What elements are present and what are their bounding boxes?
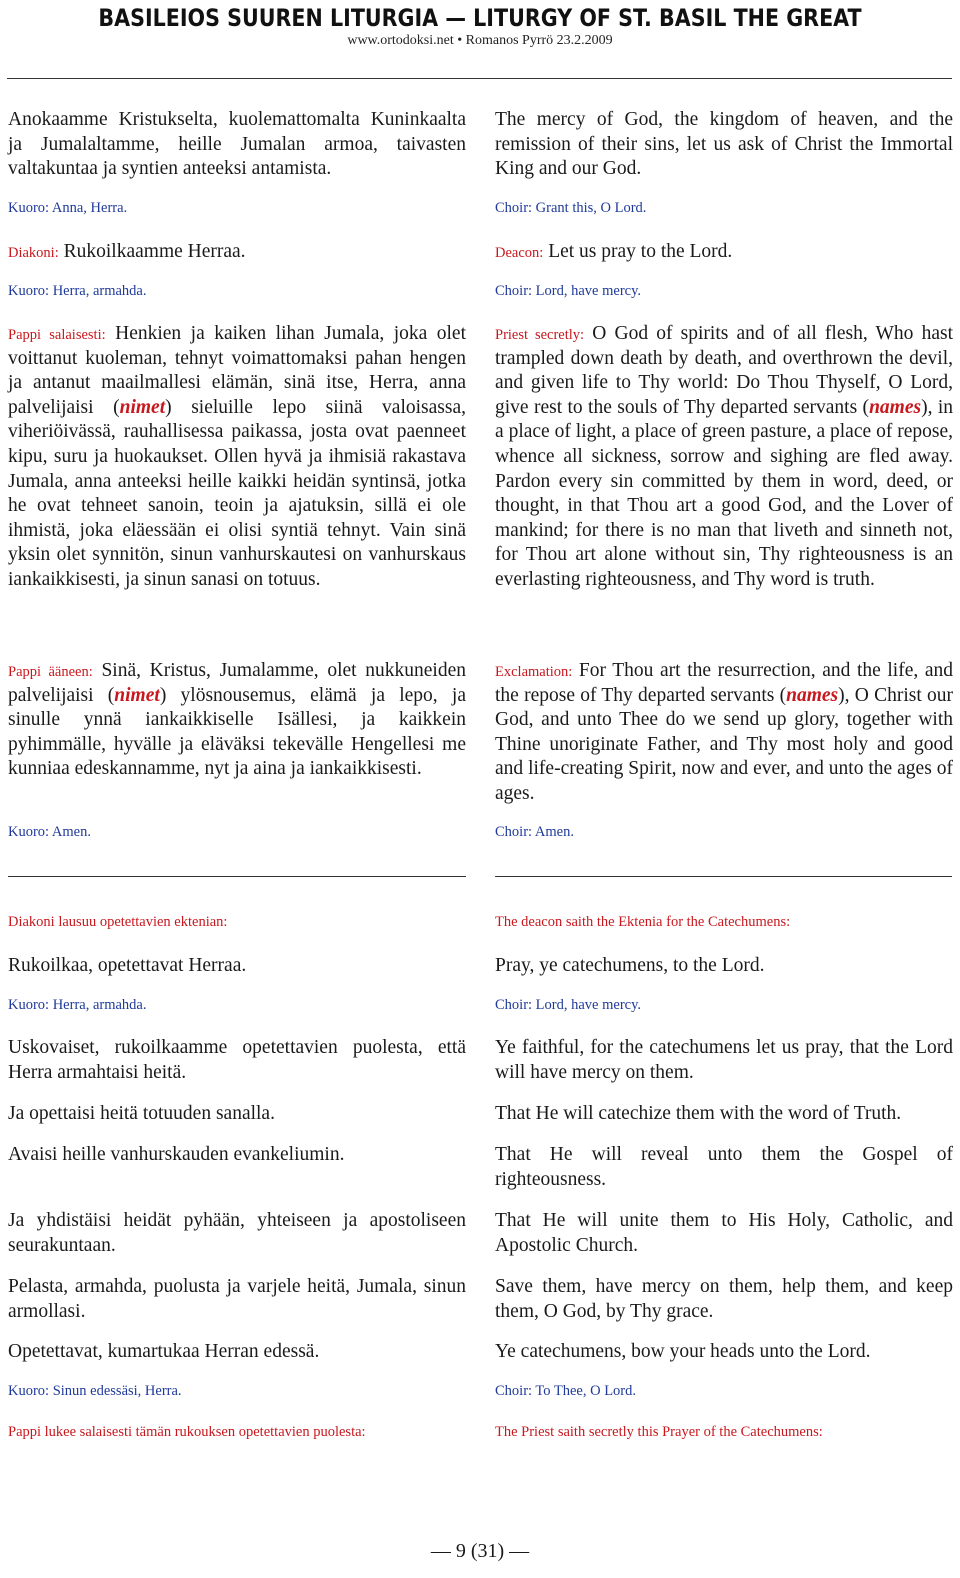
english-petition: Ye faithful, for the catechumens let us pray, that the Lord will have mercy on them.	[495, 1037, 953, 1083]
english-litany-text: The mercy of God, the kingdom of heaven, and the remission of their sins, let us ask of Christ the Immortal King and our God.	[495, 109, 953, 180]
finnish-priest-prayer	[8, 322, 466, 593]
english-petition: Save them, have mercy on them, help them, and keep them, O God, by Thy grace.	[495, 1276, 953, 1322]
deacon-text: Let us pray to the Lord.	[548, 241, 733, 262]
finnish-exclamation	[8, 659, 466, 782]
english-rubric: The deacon saith the Ektenia for the Catechumens:	[495, 914, 791, 930]
finnish-petition: Uskovaiset, rukoilkaamme opetettavien puolesta, että Herra armahtaisi heitä.	[8, 1037, 466, 1083]
finnish-petition: Opetettavat, kumartukaa Herran edessä.	[8, 1341, 320, 1362]
english-petition: Ye catechumens, bow your heads unto the Lord.	[495, 1341, 871, 1362]
finnish-rubric: Pappi lukee salaisesti tämän rukouksen opetettavien puolesta:	[8, 1424, 366, 1440]
exclamation-text: For Thou art the resurrection, and the life, and the repose of Thy departed servants (	[495, 660, 954, 706]
finnish-choir-response: Kuoro: Sinun edessäsi, Herra.	[8, 1383, 182, 1399]
finnish-petition: Avaisi heille vanhurskauden evankeliumin.	[8, 1144, 345, 1165]
finnish-petition: Pelasta, armahda, puolusta ja varjele heitä, Jumala, sinun armollasi.	[8, 1276, 466, 1322]
exclamation-text: ) ylösnousemus, elämä ja lepo, ja sinulle ynnä iankaikkiselle Isällesi, ja kaikkein pyhimmälle, hyvälle ja eläväksi tekevälle Hengellesi me kunniaa edeskannamme, nyt ja aina ja iankaikkisesti.	[8, 684, 466, 780]
prayer-text: O God of spirits and of all flesh, Who hast trampled down death by death, and overthrown the devil, and given life to Thy world: Do Thou Thyself, O Lord, give rest to the souls of Thy departed servants (	[495, 323, 953, 418]
finnish-choir-response: Kuoro: Amen.	[8, 824, 91, 840]
page-header	[0, 0, 960, 49]
english-choir-response: Choir: Amen.	[495, 824, 574, 840]
document-subtitle: www.ortodoksi.net • Romanos Pyrrö 23.2.2009	[347, 33, 613, 48]
role-label: Priest secretly:	[495, 327, 585, 343]
finnish-litany-text: Anokaamme Kristukselta, kuolemattomalta Kuninkaalta ja Jumalaltamme, heille Jumalan armoa, taivasten valtakuntaa ja syntien anteeksi antamista.	[8, 109, 466, 180]
role-label: Diakoni:	[8, 245, 59, 261]
finnish-deacon-line	[8, 240, 466, 265]
prayer-text: ), in a place of light, a place of green pasture, a place of repose, whence all sickness, sorrow and sighing are fled away. Pardon every sin committed by them in word, deed, or thought, in that Thou art a good God, and the Lover of mankind; for there is no man that liveth and sinneth not, for Thou art alone without sin, Thy righteousness is an everlasting righteousness, and Thy word is truth.	[495, 396, 953, 590]
finnish-choir-response: Kuoro: Herra, armahda.	[8, 283, 147, 299]
deacon-text: Rukoilkaamme Herraa.	[63, 241, 246, 262]
document-title: BASILEIOS SUUREN LITURGIA — LITURGY OF ST. BASIL THE GREAT	[98, 4, 862, 32]
section-rule-left	[8, 876, 466, 877]
names-placeholder: nimet	[114, 684, 160, 706]
role-label: Pappi salaisesti:	[8, 327, 106, 343]
english-priest-prayer	[495, 322, 953, 593]
finnish-choir-response: Kuoro: Anna, Herra.	[8, 200, 128, 216]
finnish-choir-response: Kuoro: Herra, armahda.	[8, 997, 147, 1013]
exclamation-text: Sinä, Kristus, Jumalamme, olet nukkuneiden palvelijaisi (	[8, 660, 467, 706]
exclamation-text: ), O Christ our God, and unto Thee do we send up glory, together with Thine unoriginate Father, and Thy most holy and good and life-creating Spirit, now and ever, and unto the ages of ages.	[495, 684, 953, 804]
names-placeholder: names	[869, 396, 922, 418]
finnish-petition: Ja yhdistäisi heidät pyhään, yhteiseen ja apostoliseen seurakuntaan.	[8, 1210, 466, 1256]
english-choir-response: Choir: Grant this, O Lord.	[495, 200, 647, 216]
names-placeholder: nimet	[119, 396, 166, 418]
english-petition: That He will catechize them with the word of Truth.	[495, 1103, 902, 1124]
header-rule	[7, 78, 952, 79]
finnish-petition: Ja opettaisi heitä totuuden sanalla.	[8, 1103, 275, 1124]
english-deacon-line	[495, 240, 953, 265]
role-label: Pappi ääneen:	[8, 664, 93, 680]
english-choir-response: Choir: Lord, have mercy.	[495, 997, 642, 1013]
english-petition: That He will reveal unto them the Gospel of righteousness.	[495, 1144, 953, 1190]
finnish-rubric: Diakoni lausuu opetettavien ektenian:	[8, 914, 228, 930]
section-rule-right	[495, 876, 952, 877]
prayer-text: ) sieluille lepo siinä valoisassa, viheriöivässä, rauhallisessa paikassa, josta ovat paenneet kipu, suru ja huokaukset. Ollen hyvä ja ihmisiä rakastava Jumala, anna anteeksi heille kaikki heidän syntinsä, jotka he ovat tehneet sanoin, teoin ja ajatuksin, sillä ei ole ihmistä, joka eläessään ei olisi syntiä tehnyt. Vain sinä yksin olet synnitön, sinun vanhurskautesi on vanhurskaus iankaikkisesti, ja sinun sanasi on totuus.	[8, 396, 466, 590]
english-choir-response: Choir: To Thee, O Lord.	[495, 1383, 637, 1399]
english-petition: That He will unite them to His Holy, Catholic, and Apostolic Church.	[495, 1210, 953, 1256]
english-petition: Pray, ye catechumens, to the Lord.	[495, 955, 765, 976]
page-number: — 9 (31) —	[430, 1540, 530, 1562]
role-label: Exclamation:	[495, 664, 573, 680]
english-exclamation	[495, 659, 953, 807]
english-rubric: The Priest saith secretly this Prayer of the Catechumens:	[495, 1424, 823, 1440]
english-choir-response: Choir: Lord, have mercy.	[495, 283, 642, 299]
prayer-text: Henkien ja kaiken lihan Jumala, joka olet voittanut kuoleman, tehnyt voimattomaksi pahan hengen ja antanut maailmallesi elämän, sinä itse, Herra, anna palvelijaisi (	[8, 323, 466, 418]
finnish-petition: Rukoilkaa, opetettavat Herraa.	[8, 955, 247, 976]
role-label: Deacon:	[495, 245, 544, 261]
names-placeholder: names	[786, 684, 839, 706]
